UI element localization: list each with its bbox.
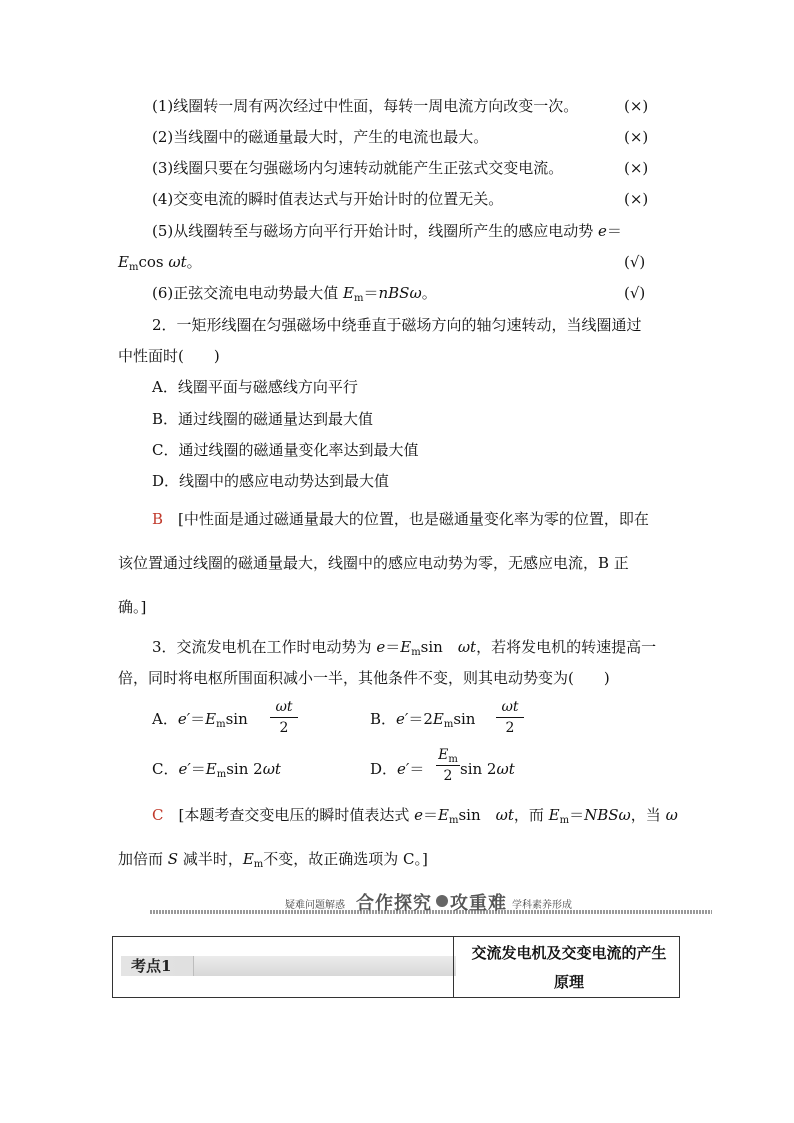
q3-option-d: D．e′＝ bbox=[370, 760, 425, 778]
q1-item-4: (4)交变电流的瞬时值表达式与开始计时的位置无关。 bbox=[152, 190, 504, 208]
kaodian-tab-bar bbox=[193, 956, 456, 976]
q3-option-a: A．$e'=E_m\sin$ bbox=[152, 710, 248, 730]
q3-option-d-fraction: $E_m$ 2 bbox=[436, 746, 460, 785]
q3-option-d-tail: sin 2ωt bbox=[460, 760, 515, 778]
q3-explanation-line-1: C [本题考查交变电压的瞬时值表达式 $e=E_m\sin$ ωt，而 $E_m=NBS\omega$，当 ω bbox=[152, 806, 678, 826]
q2-explanation-line-1: B [中性面是通过磁通量最大的位置，也是磁通量变化率为零的位置，即在 bbox=[152, 510, 649, 528]
q3-option-b-fraction: ωt 2 bbox=[496, 698, 524, 737]
q3-option-c: C．$e'=E_m\sin$ 2ωt bbox=[152, 760, 281, 780]
q1-item-4-mark: (×) bbox=[624, 190, 649, 208]
q2-option-a: A．线圈平面与磁感线方向平行 bbox=[152, 378, 358, 396]
q3-option-a-fraction: ωt 2 bbox=[270, 698, 298, 737]
q2-option-c: C．通过线圈的磁通量变化率达到最大值 bbox=[152, 441, 419, 459]
q1-item-5-line-1: (5)从线圈转至与磁场方向平行开始计时，线圈所产生的感应电动势 e＝ bbox=[152, 222, 622, 240]
q1-item-1: (1)线圈转一周有两次经过中性面，每转一周电流方向改变一次。 bbox=[152, 97, 579, 115]
banner-left-caption: 疑难问题解惑 bbox=[285, 900, 345, 911]
q1-item-5-mark: (√) bbox=[624, 253, 646, 271]
q3-stem-line-2: 倍，同时将电枢所围面积减小一半，其他条件不变，则其电动势变为( ) bbox=[118, 669, 610, 687]
q2-stem-line-2: 中性面时( ) bbox=[118, 347, 220, 365]
q1-item-2-mark: (×) bbox=[624, 128, 649, 146]
kaodian-divider bbox=[453, 937, 454, 997]
q2-option-b: B．通过线圈的磁通量达到最大值 bbox=[152, 410, 374, 428]
q2-explanation-line-3: 确。] bbox=[118, 598, 147, 616]
q3-explanation-line-2: 加倍而 S 减半时，$E_m$不变，故正确选项为 C。] bbox=[118, 850, 428, 870]
q1-item-2: (2)当线圈中的磁通量最大时，产生的电流也最大。 bbox=[152, 128, 489, 146]
section-banner bbox=[150, 892, 712, 916]
q2-answer: B bbox=[152, 510, 164, 528]
q1-item-6: (6)正弦交流电电动势最大值 $E_m=nBS\omega$。 bbox=[152, 284, 437, 304]
kaodian-table bbox=[112, 936, 680, 998]
q1-item-5-line-2: $E_m\cos$ ωt。 bbox=[118, 253, 202, 273]
q1-item-6-mark: (√) bbox=[624, 284, 646, 302]
banner-title-b: 攻重难 bbox=[450, 893, 507, 914]
q2-stem-line-1: 2．一矩形线圈在匀强磁场中绕垂直于磁场方向的轴匀速转动，当线圈通过 bbox=[152, 316, 642, 334]
q1-item-1-mark: (×) bbox=[624, 97, 649, 115]
q3-option-b: B．$e'=2E_m\sin$ bbox=[370, 710, 476, 730]
q1-item-3-mark: (×) bbox=[624, 159, 649, 177]
kaodian-title bbox=[457, 937, 681, 997]
kaodian-title-line-1: 交流发电机及交变电流的产生 bbox=[471, 944, 667, 962]
banner-dot-icon bbox=[436, 895, 448, 907]
kaodian-tab-label: 考点1 bbox=[131, 957, 172, 975]
q3-answer: C bbox=[152, 806, 164, 824]
banner-title-a: 合作探究 bbox=[356, 893, 432, 914]
banner-right-caption: 学科素养形成 bbox=[512, 900, 572, 911]
kaodian-title-line-2: 原理 bbox=[553, 973, 584, 991]
kaodian-tab bbox=[121, 956, 451, 976]
q3-stem-line-1: 3．交流发电机在工作时电动势为 $e=E_m\sin$ ωt，若将发电机的转速提高一 bbox=[152, 638, 657, 658]
q2-option-d: D．线圈中的感应电动势达到最大值 bbox=[152, 472, 390, 490]
q2-explanation-line-2: 该位置通过线圈的磁通量最大，线圈中的感应电动势为零，无感应电流，B 正 bbox=[118, 554, 629, 572]
q1-item-3: (3)线圈只要在匀强磁场内匀速转动就能产生正弦式交变电流。 bbox=[152, 159, 564, 177]
